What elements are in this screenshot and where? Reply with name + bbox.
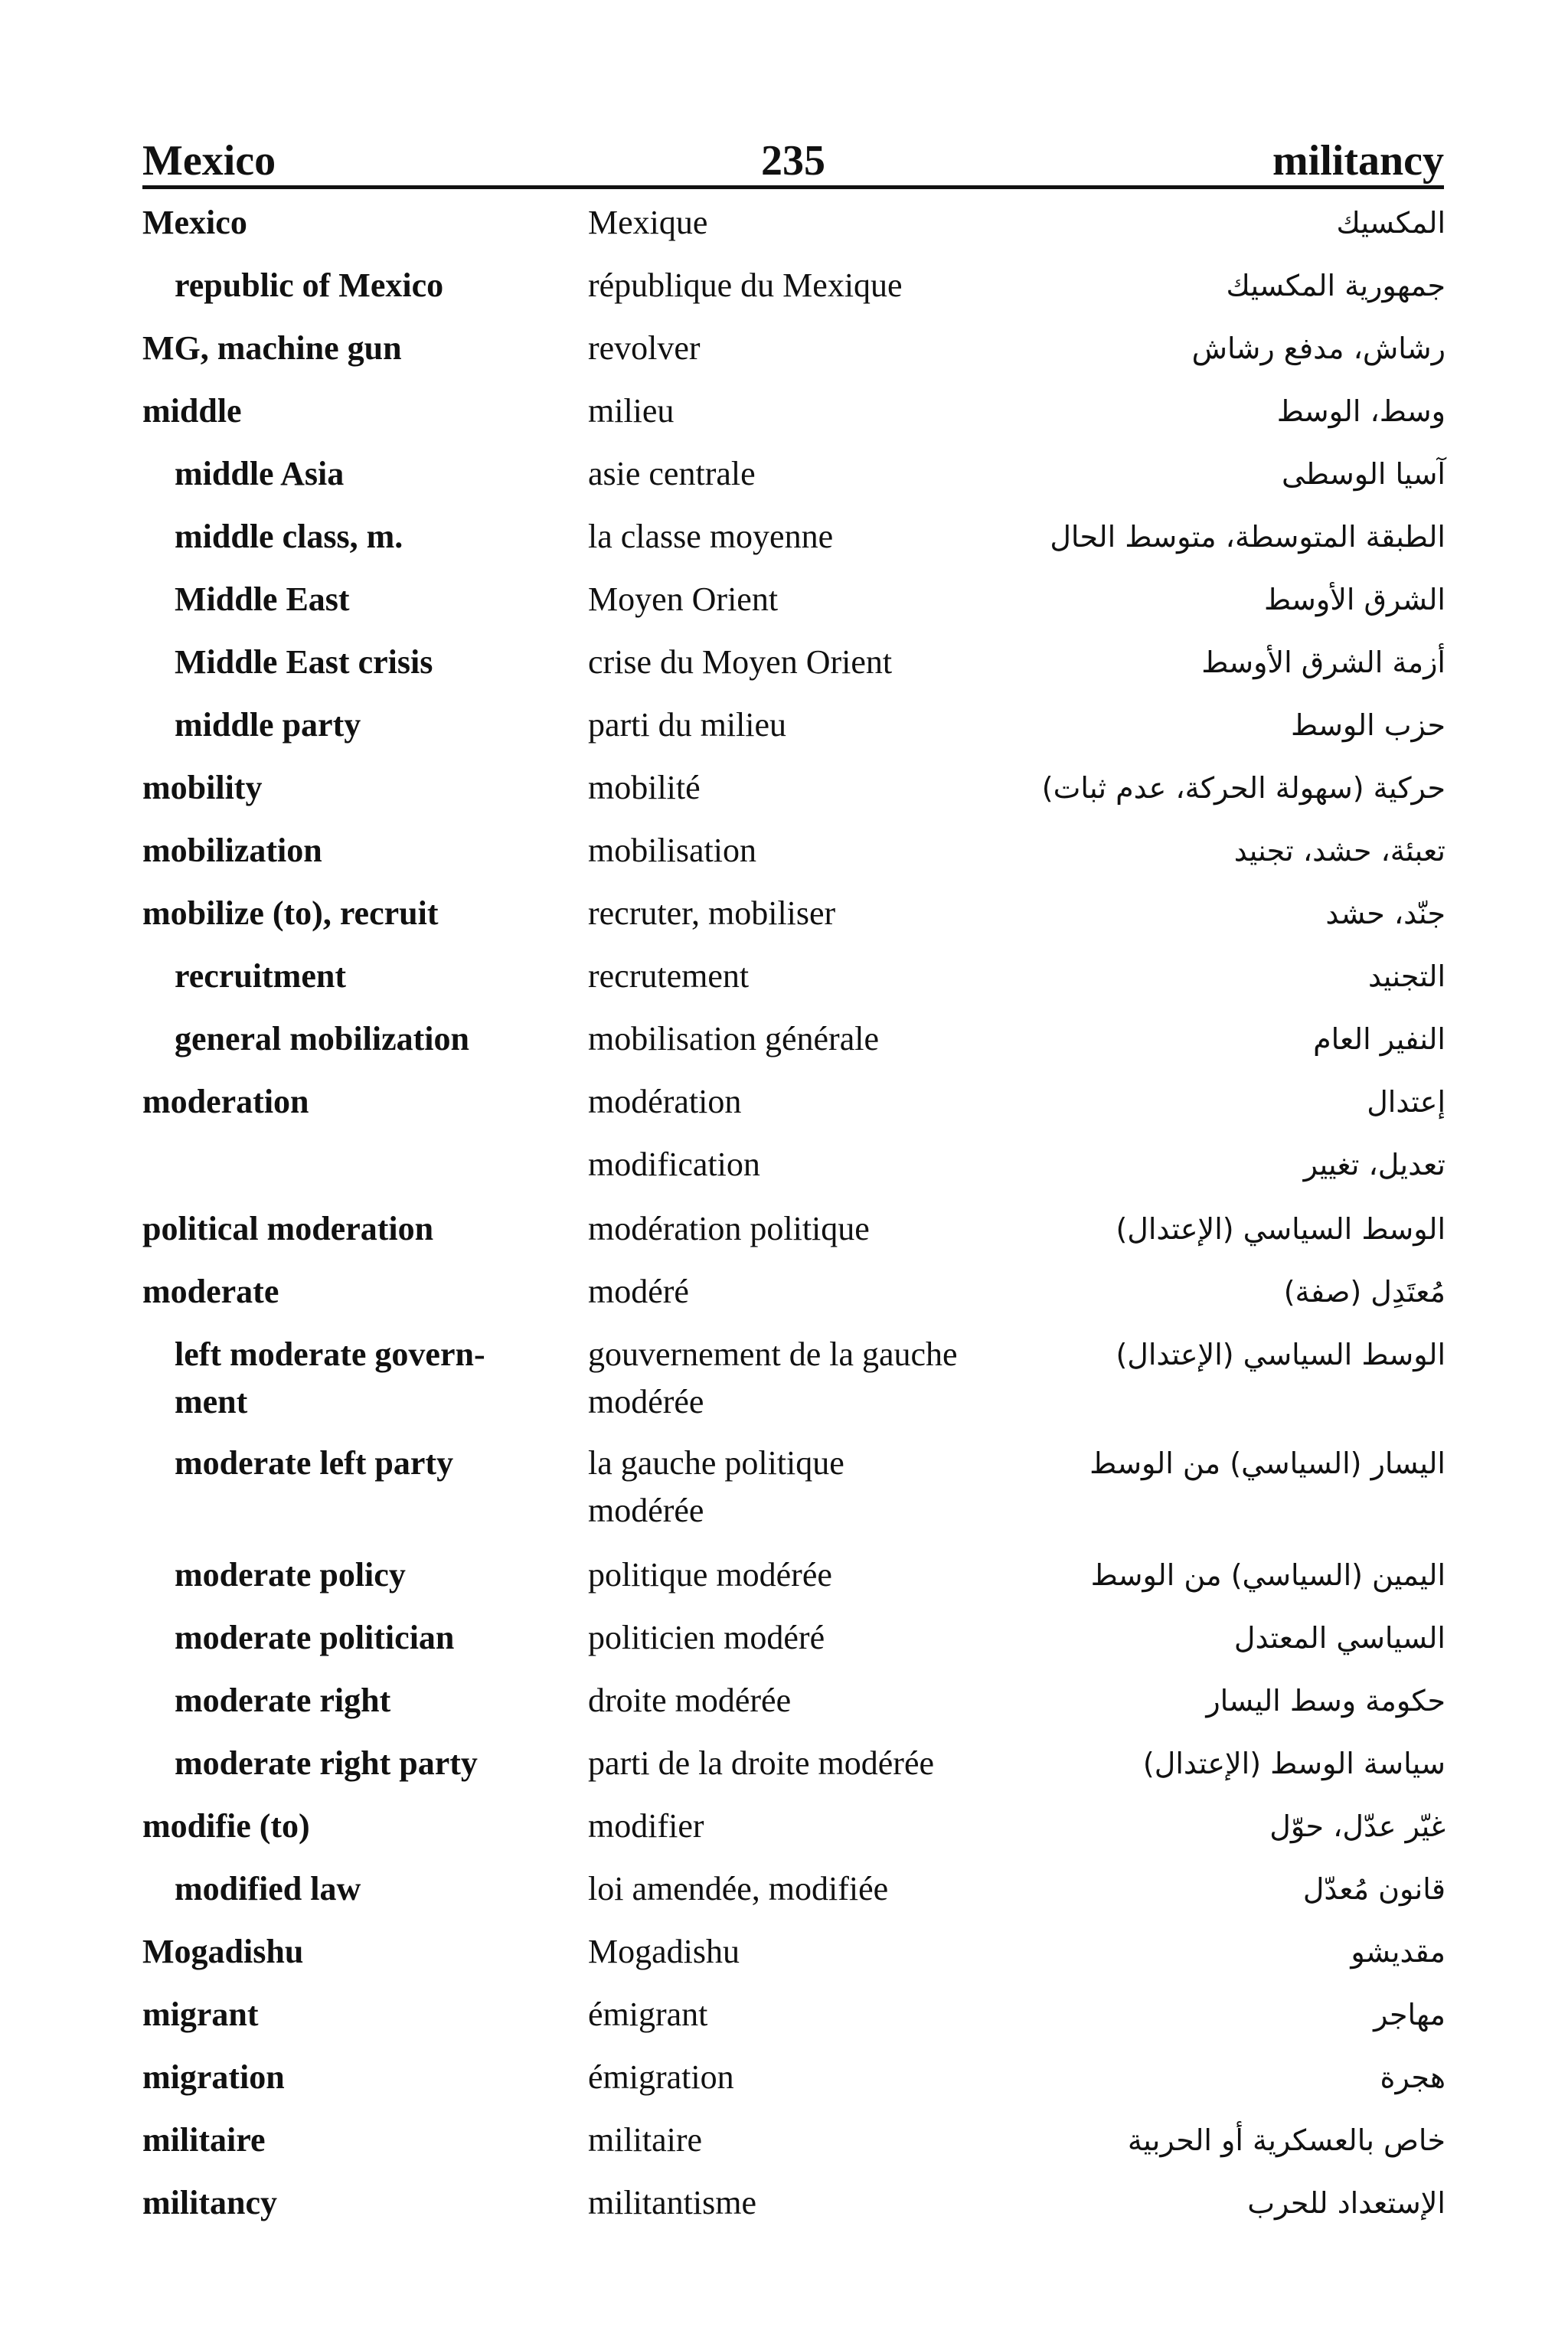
header-right-headword: militancy [1272,137,1444,185]
arabic-term: جنّد، حشد [1325,897,1446,930]
arabic-term: حزب الوسط [1291,708,1446,742]
page-number: 235 [761,137,825,185]
arabic-term: مقديشو [1351,1935,1446,1969]
english-term: moderate right [175,1682,391,1719]
arabic-term: تعبئة، حشد، تجنيد [1233,834,1446,868]
english-term: militancy [142,2184,277,2221]
english-term: general mobilization [175,1020,469,1057]
french-term: asie centrale [588,455,756,492]
arabic-term: إعتدال [1367,1085,1446,1119]
english-term: left moderate govern-ment [175,1335,485,1420]
english-term: moderation [142,1083,309,1120]
french-term: recruter, mobiliser [588,894,836,932]
arabic-term: حركية (سهولة الحركة، عدم ثبات) [1041,771,1446,805]
english-term: Mexico [142,204,247,241]
english-term: modifie (to) [142,1807,310,1845]
arabic-term: رشاش، مدفع رشاش [1191,332,1446,365]
english-term: migration [142,2058,285,2096]
english-term: middle [142,392,242,430]
french-term: modération [588,1083,742,1120]
arabic-term: المكسيك [1336,206,1446,240]
arabic-term: مهاجر [1374,1998,1446,2032]
arabic-term: سياسة الوسط (الإعتدال) [1142,1747,1446,1780]
arabic-term: جمهورية المكسيك [1226,269,1446,302]
arabic-term: الوسط السياسي (الإعتدال) [1116,1338,1446,1371]
french-term: Mexique [588,204,708,241]
french-term: militaire [588,2121,703,2159]
english-term: recruitment [175,957,346,995]
french-term: Mogadishu [588,1933,740,1970]
french-term: émigrant [588,1996,708,2033]
page-header [142,135,1444,189]
english-term: modified law [175,1870,361,1907]
french-term: politique modérée [588,1556,832,1594]
arabic-term: قانون مُعدّل [1302,1872,1446,1906]
english-term: republic of Mexico [175,266,444,304]
arabic-term: تعديل، تغيير [1303,1148,1446,1182]
arabic-term: غيّر عدّل، حوّل [1269,1809,1446,1843]
french-term: modération politique [588,1210,870,1247]
arabic-term: الشرق الأوسط [1263,583,1446,616]
arabic-term: مُعتَدِل (صفة) [1283,1275,1446,1309]
french-term: militantisme [588,2184,756,2221]
french-term: émigration [588,2058,734,2096]
arabic-term: الإستعداد للحرب [1247,2186,1446,2220]
arabic-term: أزمة الشرق الأوسط [1201,646,1446,679]
french-term: gouvernement de la gauche modérée [588,1335,958,1420]
french-term: modification [588,1146,760,1183]
english-term: moderate politician [175,1619,455,1656]
english-term: moderate right party [175,1744,478,1782]
french-term: mobilisation générale [588,1020,879,1057]
arabic-term: الطبقة المتوسطة، متوسط الحال [1050,520,1446,554]
french-term: parti de la droite modérée [588,1744,935,1782]
arabic-term: هجرة [1380,2061,1446,2094]
french-term: Moyen Orient [588,580,779,618]
french-term: mobilisation [588,832,756,869]
english-term: mobilization [142,832,322,869]
french-term: la classe moyenne [588,518,834,555]
arabic-term: اليمين (السياسي) من الوسط [1090,1558,1446,1592]
arabic-term: خاص بالعسكرية أو الحربية [1127,2123,1446,2157]
arabic-term: آسيا الوسطى [1282,457,1446,491]
english-term: middle class, m. [175,518,403,555]
french-term: mobilité [588,769,701,806]
french-term: crise du Moyen Orient [588,643,893,681]
french-term: recrutement [588,957,750,995]
arabic-term: التجنيد [1367,959,1446,993]
english-term: MG, machine gun [142,329,402,367]
french-term: milieu [588,392,675,430]
french-term: loi amendée, modifiée [588,1870,889,1907]
header-left-headword: Mexico [142,137,276,185]
english-term: Mogadishu [142,1933,304,1970]
french-term: la gauche politique modérée [588,1444,844,1529]
french-term: revolver [588,329,701,367]
arabic-term: وسط، الوسط [1276,394,1446,428]
english-term: moderate policy [175,1556,406,1594]
english-term: middle Asia [175,455,345,492]
english-term: Middle East crisis [175,643,433,681]
english-term: mobilize (to), recruit [142,894,439,932]
arabic-term: حكومة وسط اليسار [1206,1684,1446,1718]
french-term: droite modérée [588,1682,792,1719]
english-term: migrant [142,1996,259,2033]
english-term: mobility [142,769,263,806]
english-term: Middle East [175,580,350,618]
arabic-term: النفير العام [1313,1022,1446,1056]
french-term: modifier [588,1807,704,1845]
french-term: république du Mexique [588,266,903,304]
english-term: middle party [175,706,361,744]
english-term: moderate left party [175,1444,454,1482]
english-term: militaire [142,2121,266,2159]
french-term: modéré [588,1273,689,1310]
english-term: political moderation [142,1210,434,1247]
english-term: moderate [142,1273,279,1310]
french-term: politicien modéré [588,1619,825,1656]
arabic-term: اليسار (السياسي) من الوسط [1089,1446,1446,1480]
french-term: parti du milieu [588,706,787,744]
arabic-term: الوسط السياسي (الإعتدال) [1116,1212,1446,1246]
arabic-term: السياسي المعتدل [1233,1621,1446,1655]
